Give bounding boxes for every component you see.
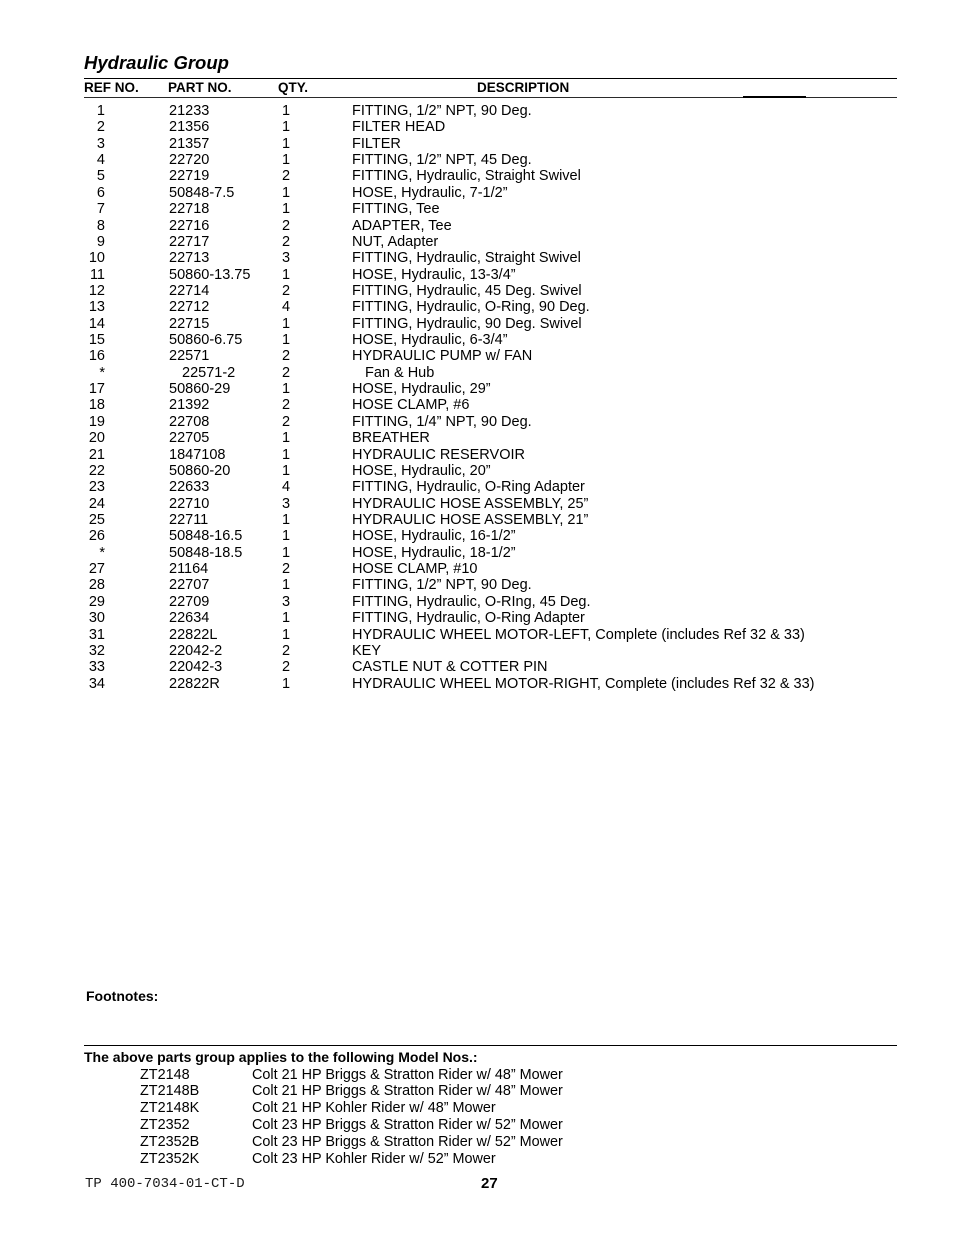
model-row (0, 1083, 954, 1100)
ref-no-cell: 14 (88, 315, 105, 332)
description-cell: HOSE, Hydraulic, 6-3/4” (352, 332, 508, 349)
description-cell: HYDRAULIC WHEEL MOTOR-LEFT, Complete (includes Ref 32 & 33) (352, 626, 805, 643)
qty-cell: 1 (281, 135, 291, 152)
table-row (0, 218, 954, 234)
part-no-cell: 22711 (169, 511, 209, 528)
table-row (0, 463, 954, 479)
part-no-cell: 50860-6.75 (169, 332, 243, 349)
description-cell: NUT, Adapter (352, 233, 439, 250)
qty-cell: 4 (281, 479, 291, 496)
part-no-cell: 22720 (169, 152, 210, 169)
table-row (0, 512, 954, 528)
ref-no-cell: 21 (88, 446, 105, 463)
table-row (0, 381, 954, 397)
model-code: ZT2352 (140, 1116, 190, 1133)
qty-cell: 1 (281, 266, 291, 283)
qty-cell: 1 (281, 201, 291, 218)
table-row (0, 250, 954, 266)
qty-cell: 1 (281, 544, 291, 561)
ref-no-cell: * (99, 364, 105, 381)
part-no-cell: 22709 (169, 593, 210, 610)
table-row (0, 528, 954, 544)
description-cell: FITTING, 1/2” NPT, 90 Deg. (352, 577, 532, 594)
qty-cell: 2 (281, 217, 291, 234)
description-cell: HOSE, Hydraulic, 18-1/2” (352, 544, 516, 561)
qty-cell: 1 (281, 430, 291, 447)
qty-cell: 2 (281, 397, 291, 414)
description-cell: HOSE, Hydraulic, 20” (352, 462, 491, 479)
model-description: Colt 21 HP Briggs & Stratton Rider w/ 48” Mower (252, 1066, 563, 1083)
model-description: Colt 23 HP Briggs & Stratton Rider w/ 52” Mower (252, 1116, 563, 1133)
model-row (0, 1117, 954, 1134)
ref-no-cell: 2 (96, 119, 105, 136)
qty-cell: 1 (281, 610, 291, 627)
qty-cell: 1 (281, 315, 291, 332)
model-code: ZT2352K (140, 1150, 200, 1167)
table-row (0, 577, 954, 593)
table-row (0, 152, 954, 168)
description-cell: FITTING, Hydraulic, 45 Deg. Swivel (352, 282, 582, 299)
table-row (0, 561, 954, 577)
table-row (0, 594, 954, 610)
model-code: ZT2352B (140, 1133, 200, 1150)
ref-no-cell: 8 (96, 217, 105, 234)
ref-no-cell: 9 (96, 233, 105, 250)
description-cell: ADAPTER, Tee (352, 217, 452, 234)
ref-no-cell: 13 (88, 299, 105, 316)
part-no-cell: 21164 (169, 561, 209, 578)
ref-no-cell: 5 (96, 168, 105, 185)
qty-cell: 4 (281, 299, 291, 316)
table-row (0, 103, 954, 119)
description-cell: HOSE CLAMP, #10 (352, 561, 478, 578)
model-code: ZT2148B (140, 1083, 200, 1100)
description-cell: HOSE CLAMP, #6 (352, 397, 470, 414)
qty-cell: 1 (281, 626, 291, 643)
table-row (0, 168, 954, 184)
ref-no-cell: 20 (88, 430, 105, 447)
part-no-cell: 22712 (169, 299, 210, 316)
part-no-cell: 22715 (169, 315, 210, 332)
description-cell: FITTING, Hydraulic, O-Ring Adapter (352, 479, 585, 496)
model-code: ZT2148K (140, 1100, 200, 1117)
description-cell: FITTING, Hydraulic, O-RIng, 45 Deg. (352, 593, 591, 610)
table-row (0, 643, 954, 659)
description-cell: HYDRAULIC RESERVOIR (352, 446, 525, 463)
ref-no-cell: 29 (88, 593, 105, 610)
part-no-cell: 50848-16.5 (169, 528, 243, 545)
table-row (0, 348, 954, 364)
part-no-cell: 22718 (169, 201, 210, 218)
table-row (0, 414, 954, 430)
table-row (0, 185, 954, 201)
description-cell: HYDRAULIC HOSE ASSEMBLY, 21” (352, 511, 589, 528)
ref-no-cell: 19 (88, 413, 105, 430)
description-cell: KEY (352, 642, 382, 659)
description-cell: HYDRAULIC WHEEL MOTOR-RIGHT, Complete (includes Ref 32 & 33) (352, 675, 815, 692)
page-title: Hydraulic Group (84, 52, 229, 73)
ref-no-cell: 24 (88, 495, 105, 512)
part-no-cell: 22716 (169, 217, 210, 234)
document-code: TP 400-7034-01-CT-D (85, 1176, 245, 1192)
ref-no-header: REF NO. (84, 80, 139, 95)
part-no-cell: 22042-3 (169, 659, 223, 676)
part-no-cell: 22708 (169, 413, 210, 430)
ref-no-cell: 33 (88, 659, 105, 676)
table-row (0, 332, 954, 348)
table-row (0, 676, 954, 692)
ref-no-cell: 32 (88, 642, 105, 659)
description-cell: FITTING, Hydraulic, O-Ring, 90 Deg. (352, 299, 590, 316)
part-no-cell: 21233 (169, 103, 210, 119)
part-no-cell: 22713 (169, 250, 210, 267)
table-row (0, 201, 954, 217)
ref-no-cell: 27 (88, 561, 105, 578)
title-rule (84, 78, 897, 80)
qty-cell: 1 (281, 446, 291, 463)
table-row (0, 316, 954, 332)
model-row (0, 1151, 954, 1168)
table-row (0, 136, 954, 152)
footnotes-label: Footnotes: (86, 988, 159, 1004)
part-no-cell: 22717 (169, 233, 210, 250)
ref-no-cell: 31 (88, 626, 105, 643)
table-row (0, 299, 954, 315)
ref-no-cell: 23 (88, 479, 105, 496)
part-no-cell: 22571-2 (182, 364, 236, 381)
description-cell: FITTING, Hydraulic, Straight Swivel (352, 168, 581, 185)
table-row (0, 234, 954, 250)
ref-no-cell: 26 (88, 528, 105, 545)
ref-no-cell: * (99, 544, 105, 561)
part-no-cell: 22822R (169, 675, 220, 692)
part-no-cell: 50860-29 (169, 381, 231, 398)
part-no-cell: 22705 (169, 430, 210, 447)
ref-no-cell: 12 (88, 282, 105, 299)
model-description: Colt 21 HP Briggs & Stratton Rider w/ 48” Mower (252, 1083, 563, 1100)
qty-cell: 1 (281, 528, 291, 545)
qty-cell: 2 (281, 659, 291, 676)
ref-no-cell: 25 (88, 511, 105, 528)
part-no-cell: 50860-13.75 (169, 266, 251, 283)
qty-cell: 2 (281, 282, 291, 299)
table-row (0, 283, 954, 299)
qty-cell: 1 (281, 332, 291, 349)
table-row (0, 365, 954, 381)
ref-no-cell: 18 (88, 397, 105, 414)
model-description: Colt 23 HP Briggs & Stratton Rider w/ 52” Mower (252, 1133, 563, 1150)
qty-cell: 2 (281, 348, 291, 365)
model-row (0, 1067, 954, 1084)
table-row (0, 479, 954, 495)
description-cell: HYDRAULIC HOSE ASSEMBLY, 25” (352, 495, 589, 512)
table-row (0, 119, 954, 135)
description-cell: FITTING, Tee (352, 201, 440, 218)
part-no-cell: 22634 (169, 610, 210, 627)
part-no-cell: 50860-20 (169, 462, 231, 479)
table-row (0, 627, 954, 643)
qty-cell: 2 (281, 168, 291, 185)
table-row (0, 496, 954, 512)
model-description: Colt 23 HP Kohler Rider w/ 52” Mower (252, 1150, 496, 1167)
description-cell: Fan & Hub (365, 364, 435, 381)
qty-cell: 1 (281, 381, 291, 398)
qty-cell: 2 (281, 561, 291, 578)
model-code: ZT2148 (140, 1066, 190, 1083)
table-row (0, 267, 954, 283)
ref-no-cell: 28 (88, 577, 105, 594)
qty-cell: 1 (281, 462, 291, 479)
description-cell: FITTING, 1/2” NPT, 90 Deg. (352, 103, 532, 119)
header-rule-accent (743, 96, 806, 98)
qty-cell: 3 (281, 250, 291, 267)
page-number: 27 (481, 1175, 498, 1192)
part-no-cell: 22707 (169, 577, 210, 594)
part-no-header: PART NO. (168, 80, 232, 95)
part-no-cell: 22822L (169, 626, 218, 643)
table-row (0, 447, 954, 463)
description-cell: FITTING, Hydraulic, O-Ring Adapter (352, 610, 585, 627)
part-no-cell: 1847108 (169, 446, 226, 463)
model-description: Colt 21 HP Kohler Rider w/ 48” Mower (252, 1100, 496, 1117)
model-list (0, 1067, 954, 1168)
table-row (0, 430, 954, 446)
description-cell: FITTING, Hydraulic, 90 Deg. Swivel (352, 315, 582, 332)
part-no-cell: 50848-18.5 (169, 544, 243, 561)
ref-no-cell: 3 (96, 135, 105, 152)
description-cell: HOSE, Hydraulic, 13-3/4” (352, 266, 516, 283)
parts-table-body (0, 103, 954, 692)
description-cell: HOSE, Hydraulic, 16-1/2” (352, 528, 516, 545)
qty-cell: 1 (281, 511, 291, 528)
part-no-cell: 50848-7.5 (169, 184, 235, 201)
ref-no-cell: 10 (88, 250, 105, 267)
qty-cell: 1 (281, 119, 291, 136)
model-row (0, 1134, 954, 1151)
qty-cell: 1 (281, 577, 291, 594)
description-cell: HOSE, Hydraulic, 29” (352, 381, 491, 398)
table-row (0, 659, 954, 675)
part-no-cell: 21392 (169, 397, 210, 414)
description-cell: FITTING, 1/4” NPT, 90 Deg. (352, 413, 532, 430)
table-row (0, 397, 954, 413)
part-no-cell: 22571 (169, 348, 210, 365)
qty-cell: 1 (281, 152, 291, 169)
qty-cell: 2 (281, 233, 291, 250)
qty-cell: 1 (281, 103, 291, 119)
qty-cell: 3 (281, 593, 291, 610)
models-heading: The above parts group applies to the following Model Nos.: (84, 1049, 478, 1065)
ref-no-cell: 4 (96, 152, 105, 169)
ref-no-cell: 16 (88, 348, 105, 365)
part-no-cell: 22714 (169, 282, 210, 299)
model-row (0, 1100, 954, 1117)
qty-cell: 1 (281, 184, 291, 201)
description-cell: FITTING, Hydraulic, Straight Swivel (352, 250, 581, 267)
table-row (0, 545, 954, 561)
description-cell: FILTER (352, 135, 401, 152)
qty-cell: 2 (281, 413, 291, 430)
qty-header: QTY. (278, 80, 309, 95)
description-cell: CASTLE NUT & COTTER PIN (352, 659, 548, 676)
description-header: DESCRIPTION (477, 80, 570, 95)
ref-no-cell: 6 (96, 184, 105, 201)
part-no-cell: 22633 (169, 479, 210, 496)
description-cell: FITTING, 1/2” NPT, 45 Deg. (352, 152, 532, 169)
table-row (0, 610, 954, 626)
qty-cell: 2 (281, 364, 291, 381)
description-cell: BREATHER (352, 430, 430, 447)
ref-no-cell: 34 (88, 675, 105, 692)
description-cell: HYDRAULIC PUMP w/ FAN (352, 348, 533, 365)
part-no-cell: 21357 (169, 135, 210, 152)
ref-no-cell: 17 (88, 381, 105, 398)
qty-cell: 3 (281, 495, 291, 512)
part-no-cell: 21356 (169, 119, 210, 136)
models-rule (84, 1045, 897, 1047)
description-cell: HOSE, Hydraulic, 7-1/2” (352, 184, 508, 201)
qty-cell: 2 (281, 642, 291, 659)
part-no-cell: 22042-2 (169, 642, 223, 659)
description-cell: FILTER HEAD (352, 119, 446, 136)
ref-no-cell: 15 (88, 332, 105, 349)
ref-no-cell: 7 (96, 201, 105, 218)
part-no-cell: 22710 (169, 495, 210, 512)
part-no-cell: 22719 (169, 168, 210, 185)
ref-no-cell: 11 (89, 266, 105, 283)
ref-no-cell: 1 (96, 103, 105, 119)
ref-no-cell: 30 (88, 610, 105, 627)
qty-cell: 1 (281, 675, 291, 692)
ref-no-cell: 22 (88, 462, 105, 479)
